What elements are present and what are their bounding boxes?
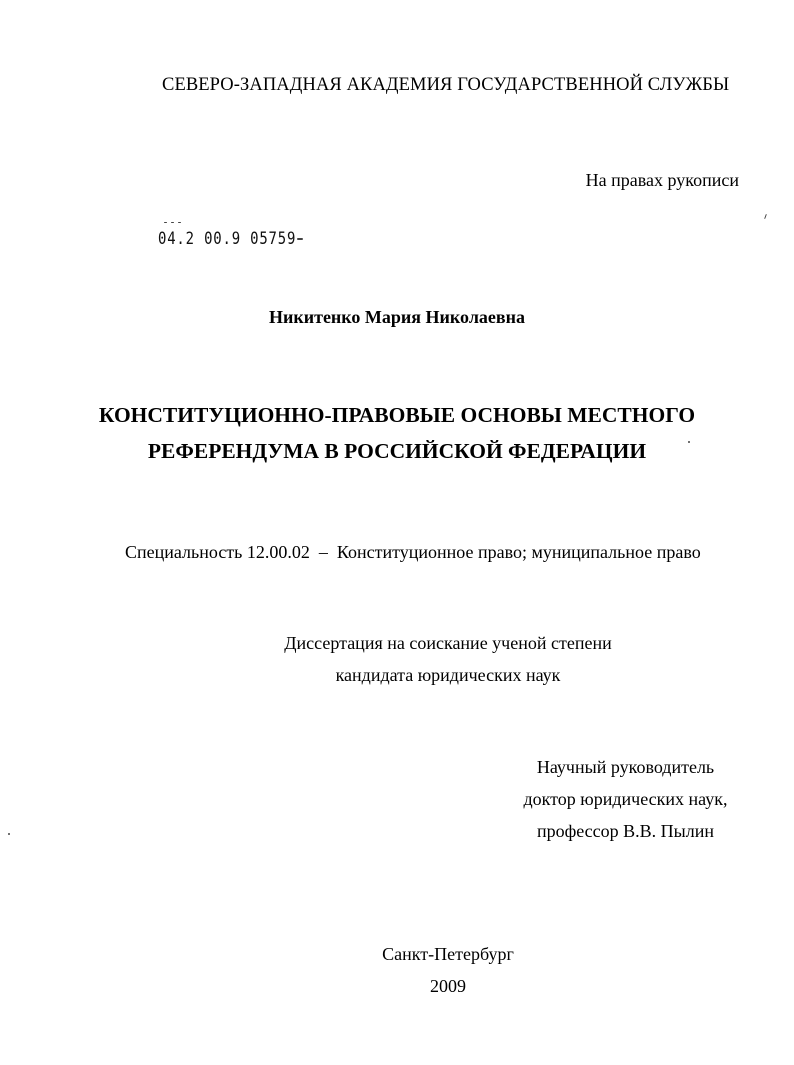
scan-speck — [764, 214, 767, 219]
institution-name: СЕВЕРО-ЗАПАДНАЯ АКАДЕМИЯ ГОСУДАРСТВЕННОЙ СЛУЖБЫ — [162, 75, 730, 95]
place-and-year — [0, 945, 794, 1009]
registration-number-stamp: 04.2 00.9 05759 — [158, 229, 297, 249]
scan-speck — [8, 833, 10, 835]
supervisor-role: Научный руководитель — [536, 757, 715, 777]
degree-line-1: Диссертация на соискание ученой степени — [284, 633, 612, 653]
scan-speck — [171, 222, 174, 223]
supervisor-degree: доктор юридических наук, — [523, 789, 728, 809]
city: Санкт-Петербург — [382, 944, 514, 964]
degree-statement — [0, 634, 794, 698]
scan-speck — [688, 441, 690, 443]
scan-speck — [297, 238, 303, 240]
specialty-line: Специальность 12.00.02 – Конституционное право; муниципальное право — [125, 542, 701, 562]
title-line-2: РЕФЕРЕНДУМА В РОССИЙСКОЙ ФЕДЕРАЦИИ — [147, 439, 647, 463]
degree-line-2: кандидата юридических наук — [335, 665, 561, 685]
year: 2009 — [430, 976, 466, 996]
scan-speck — [164, 222, 167, 223]
supervisor-name: профессор В.В. Пылин — [536, 821, 715, 841]
author-name: Никитенко Мария Николаевна — [268, 307, 525, 327]
supervisor-block — [460, 758, 791, 854]
scan-speck — [178, 222, 181, 223]
dissertation-title — [0, 405, 794, 477]
title-line-1: КОНСТИТУЦИОННО-ПРАВОВЫЕ ОСНОВЫ МЕСТНОГО — [98, 403, 696, 427]
manuscript-note: На правах рукописи — [585, 170, 739, 190]
